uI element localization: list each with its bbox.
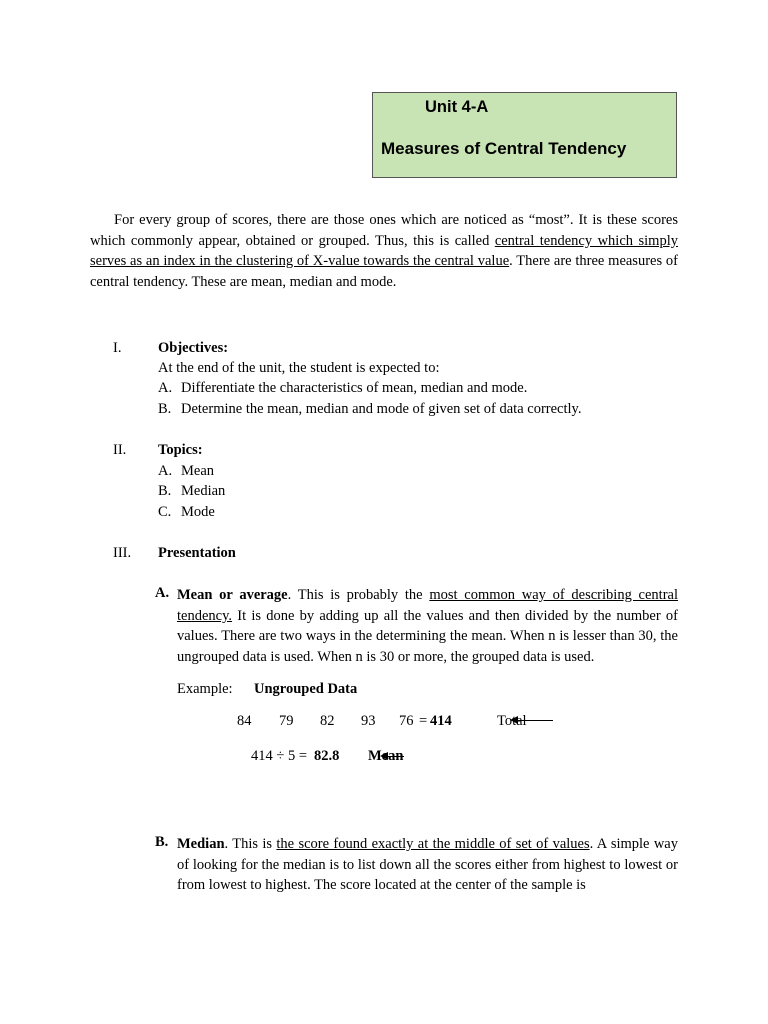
total-arrow-head-icon <box>510 716 518 724</box>
median-paragraph <box>177 834 678 896</box>
example-label: Example: <box>177 681 233 697</box>
total-arrow-line <box>512 720 553 721</box>
median-underlined-definition: the score found exactly at the middle of set of values <box>276 836 590 852</box>
total-value: 414 <box>430 713 452 729</box>
intro-paragraph <box>90 210 678 293</box>
topics-heading: Topics: <box>158 442 203 458</box>
total-label: Total <box>497 713 527 729</box>
list-item-letter: A. <box>158 463 173 479</box>
list-item-letter: B. <box>158 401 172 417</box>
median-text-end: . A simple way of looking for the median is to list down all the scores either from highest to lowest or from lowest to highest. The score located at the center of the sample is <box>177 836 678 894</box>
page-title: Measures of Central Tendency <box>381 139 627 158</box>
intro-underlined-definition: central tendency which simply serves as an index in the clustering of X-value towards the central value <box>90 232 678 270</box>
objectives-lead: At the end of the unit, the student is expected to: <box>158 360 440 376</box>
presentation-heading: Presentation <box>158 545 236 561</box>
presentation-numeral: III. <box>113 545 132 561</box>
data-value: 84 <box>237 713 252 729</box>
mean-term: Mean or average <box>177 587 288 603</box>
list-item-letter: B. <box>158 483 172 499</box>
mean-paragraph <box>177 585 678 668</box>
intro-text-start: For every group of scores, there are those ones which are noticed as “most”. It is these scores which commonly appear, obtained or grouped. Thus, this is called <box>90 212 678 249</box>
objective-item-a: Differentiate the characteristics of mean, median and mode. <box>181 380 528 396</box>
topic-item-median: Median <box>181 483 226 499</box>
topic-item-mean: Mean <box>181 463 215 479</box>
topics-numeral: II. <box>113 442 127 458</box>
title-box <box>372 92 677 178</box>
mean-result: 82.8 <box>314 748 340 764</box>
example-title: Ungrouped Data <box>254 681 358 697</box>
mean-arrow-head-icon <box>380 752 388 760</box>
mean-letter: A. <box>155 585 170 601</box>
objectives-numeral: I. <box>113 340 122 356</box>
intro-text-end: . There are three measures of central tendency. These are mean, median and mode. <box>90 253 678 291</box>
data-value: 82 <box>320 713 335 729</box>
objective-item-b: Determine the mean, median and mode of given set of data correctly. <box>181 401 582 417</box>
unit-label: Unit 4-A <box>425 98 489 116</box>
mean-underlined-definition: most common way of describing central tendency. <box>177 587 678 624</box>
list-item-letter: A. <box>158 380 173 396</box>
data-value: 79 <box>279 713 294 729</box>
data-value: 93 <box>361 713 376 729</box>
median-letter: B. <box>155 834 169 850</box>
list-item-letter: C. <box>158 504 172 520</box>
data-value: 76 <box>399 713 414 729</box>
mean-text-end: It is done by adding up all the values and then divided by the number of values. There are two ways in the determining the mean. When n is lesser than 30, the ungrouped data is used. When n is 30 or more, the grouped data is used. <box>177 607 678 666</box>
topic-item-mode: Mode <box>181 504 215 520</box>
median-term: Median <box>177 836 225 852</box>
mean-result-label: Mean <box>368 748 404 764</box>
division-expression: 414 ÷ 5 = <box>251 748 308 764</box>
equals-sign: = <box>419 713 428 729</box>
mean-text-start: . This is probably the <box>287 587 430 603</box>
median-text-start: . This is <box>224 836 277 852</box>
objectives-heading: Objectives: <box>158 340 229 356</box>
